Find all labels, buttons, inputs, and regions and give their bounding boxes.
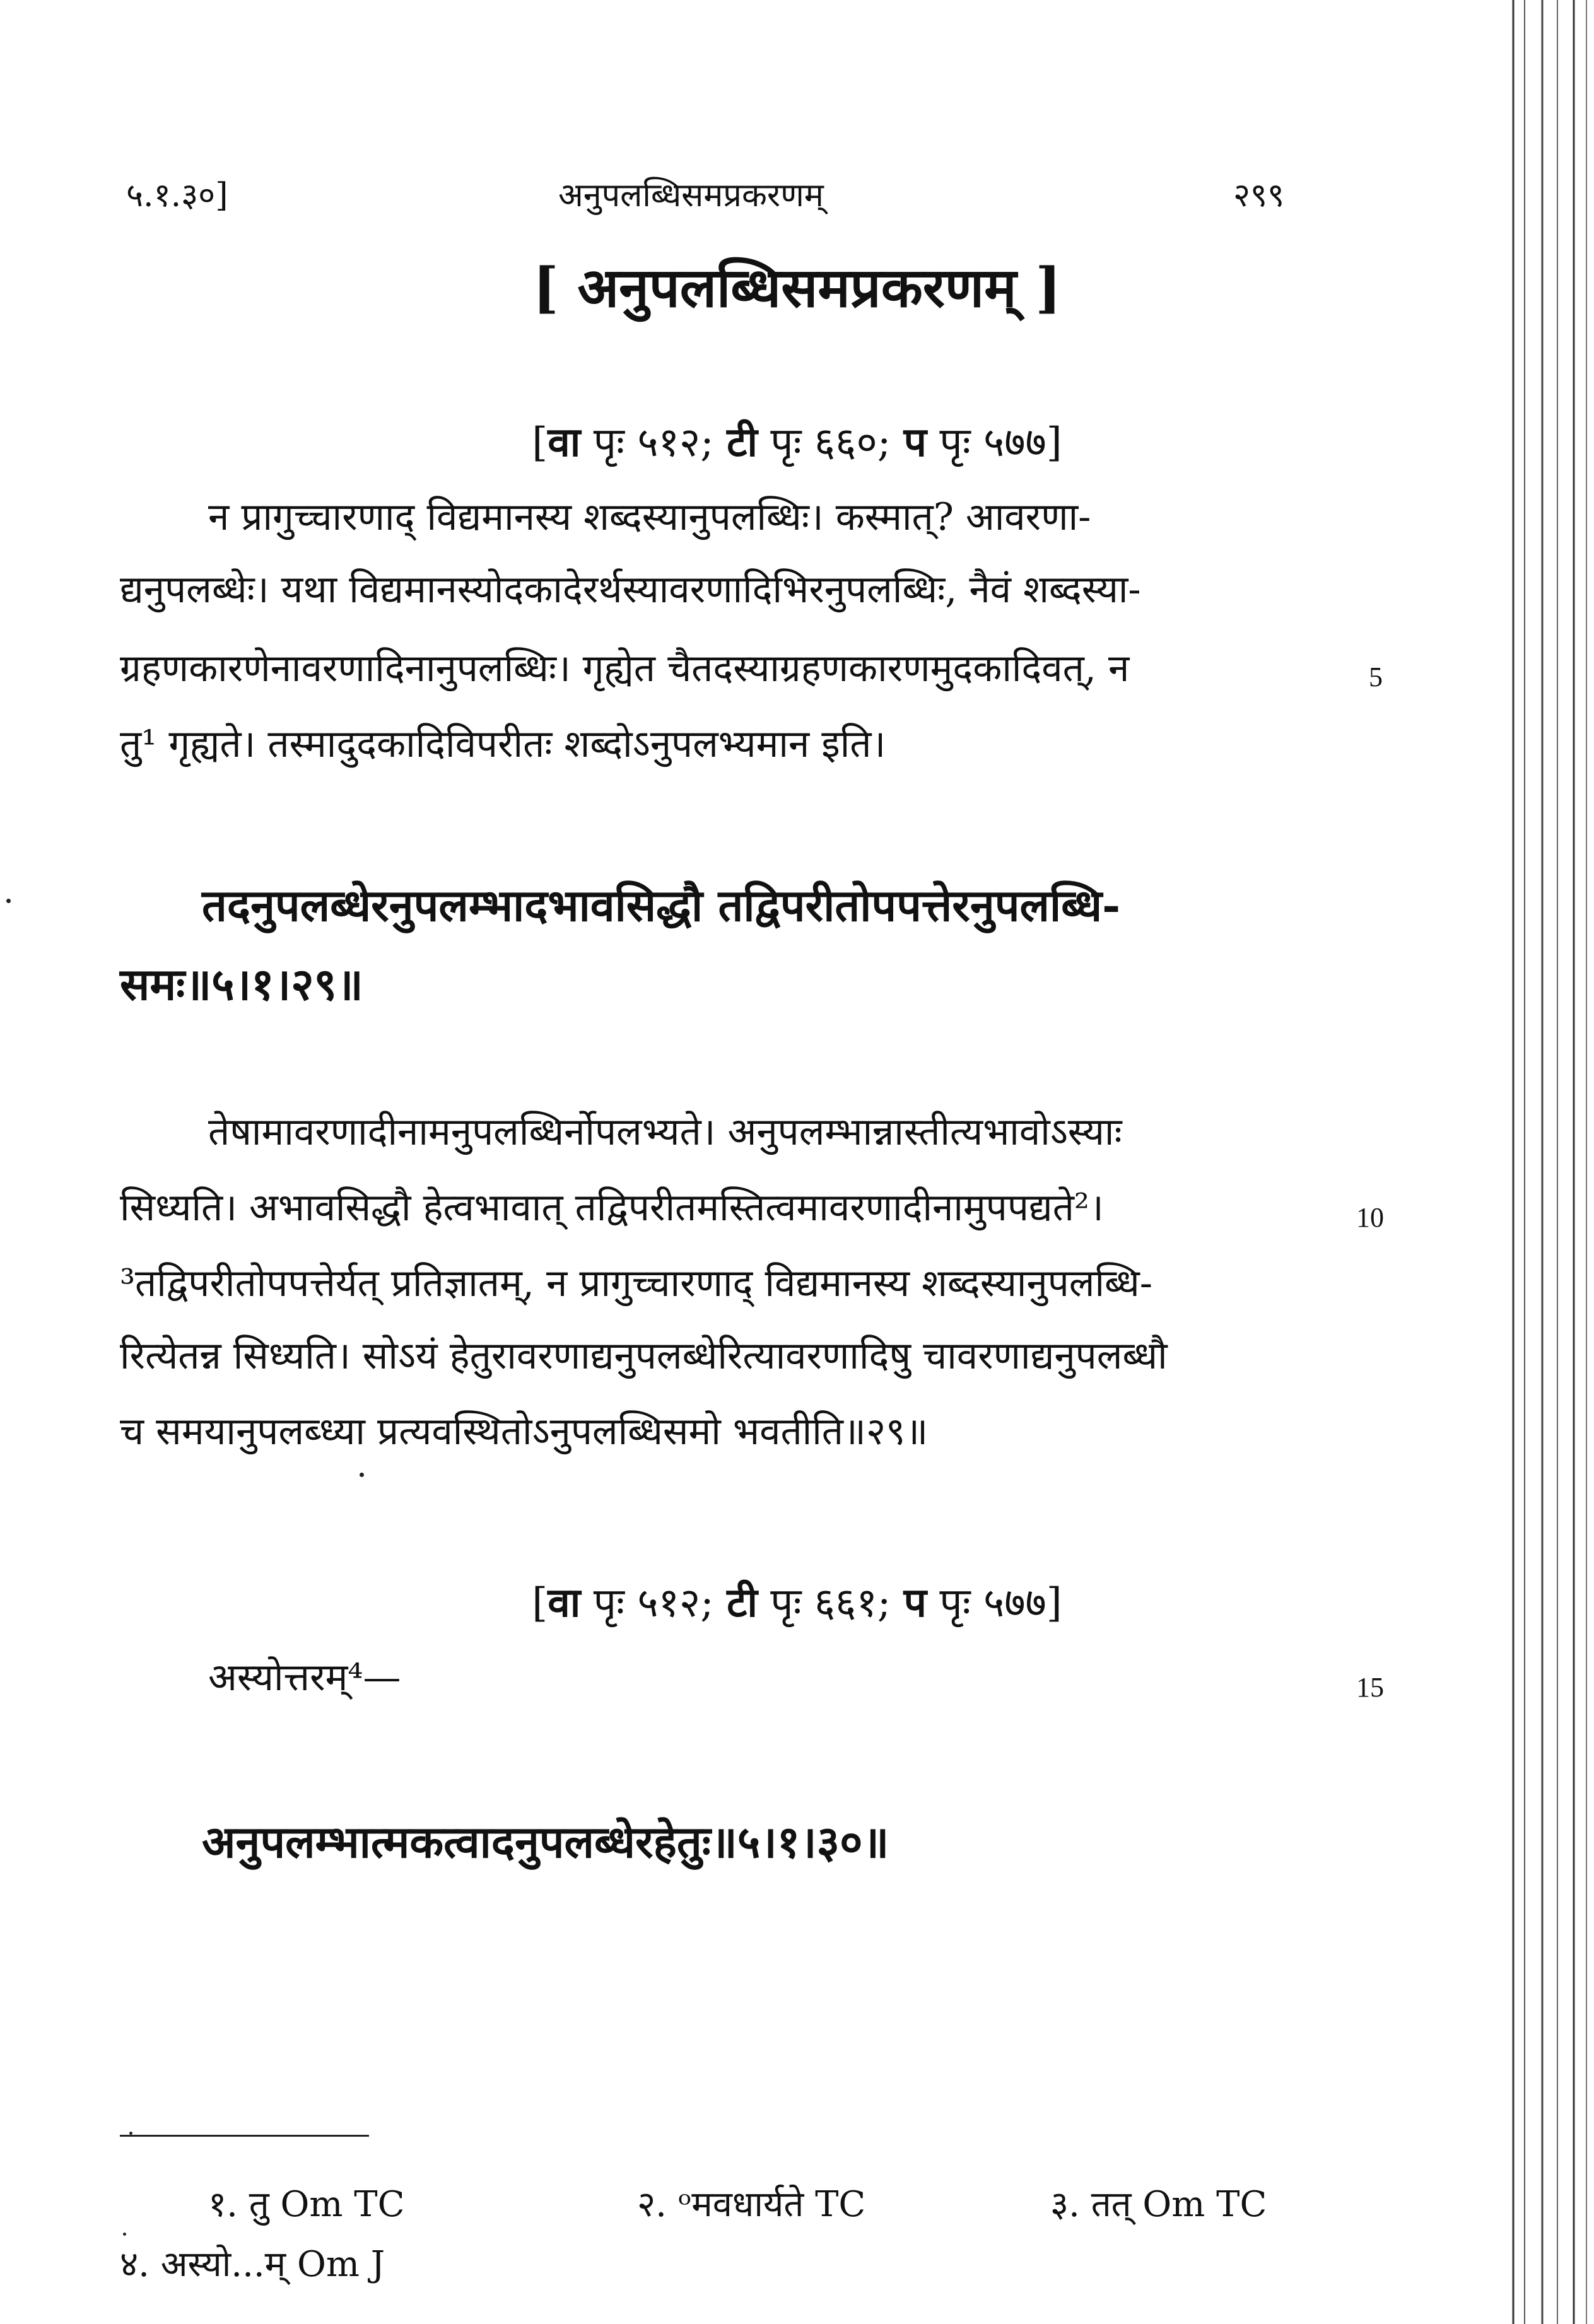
- ref-va: वा: [548, 1579, 581, 1626]
- stray-mark: [360, 1473, 364, 1477]
- sutra-30: अनुपलम्भात्मकत्वादनुपलब्धेरहेतुः॥५।१।३०॥: [202, 1816, 889, 1868]
- footnote-1: १. तु Om TC: [208, 2184, 405, 2225]
- page-edge-lines: [1499, 0, 1594, 2324]
- stray-mark: [123, 2233, 126, 2236]
- section-title: [ अनुपलब्धिसमप्रकरणम् ]: [532, 256, 1062, 320]
- ref-va: वा: [548, 419, 581, 466]
- ref-va-page: पृः ५१२;: [593, 1580, 714, 1626]
- ref-open: [: [532, 419, 548, 466]
- stray-mark: [6, 899, 11, 903]
- sutra-29-line-1: तदनुपलब्धेरनुपलम्भादभावसिद्धौ तद्विपरीतोपपत्तेरनुपलब्धि-: [202, 879, 1121, 931]
- running-header-center: अनुपलब्धिसमप्रकरणम्: [558, 177, 824, 214]
- text-line: ग्रहणकारणेनावरणादिनानुपलब्धिः। गृह्येत चैतदस्याग्रहणकारणमुदकादिवत्, न: [120, 646, 1130, 691]
- text-line: द्यनुपलब्धेः। यथा विद्यमानस्योदकादेरर्थस्यावरणादिभिरनुपलब्धिः, नैवं शब्दस्या-: [120, 568, 1141, 612]
- ref-va-page: पृः ५१२;: [593, 419, 714, 466]
- ref-pa-page: पृः ५७७]: [939, 419, 1062, 466]
- line-number-5: 5: [1369, 662, 1383, 692]
- text-line: च समयानुपलब्ध्या प्रत्यवस्थितोऽनुपलब्धिसमो भवतीति॥२९॥: [120, 1410, 929, 1454]
- line-number-10: 10: [1356, 1202, 1384, 1233]
- ref-pa-page: पृः ५७७]: [939, 1580, 1062, 1626]
- answer-intro: अस्योत्तरम्⁴—: [208, 1655, 401, 1700]
- ref-pa: प: [903, 1579, 927, 1626]
- text-line: तु¹ गृह्यते। तस्मादुदकादिविपरीतः शब्दोऽनुपलभ्यमान इति।: [120, 722, 886, 766]
- ref-ti: टी: [727, 1579, 758, 1626]
- line-number-15: 15: [1356, 1672, 1384, 1703]
- footnote-3: ३. तत् Om TC: [1050, 2184, 1267, 2225]
- footnote-rule: [120, 2135, 369, 2137]
- ref-ti-page: पृः ६६०;: [770, 419, 891, 466]
- ref-ti-page: पृः ६६१;: [770, 1580, 891, 1626]
- text-line: रित्येतन्न सिध्यति। सोऽयं हेतुरावरणाद्यनुपलब्धेरित्यावरणादिषु चावरणाद्यनुपलब्धौ: [120, 1334, 1168, 1378]
- text-line: सिध्यति। अभावसिद्धौ हेत्वभावात् तद्विपरीतमस्तित्वमावरणादीनामुपपद्यते²।: [120, 1186, 1104, 1230]
- footnote-2: २. ᵒमवधार्यते TC: [637, 2184, 866, 2225]
- text-line: न प्रागुच्चारणाद् विद्यमानस्य शब्दस्यानुपलब्धिः। कस्मात्? आवरणा-: [208, 495, 1091, 539]
- reference-line-1: [0, 413, 1594, 468]
- footnote-4: ४. अस्यो...म् Om J: [120, 2244, 385, 2285]
- text-line: ³तद्विपरीतोपपत्तेर्यत् प्रतिज्ञातम्, न प्रागुच्चारणाद् विद्यमानस्य शब्दस्यानुपलब्धि-: [120, 1261, 1153, 1305]
- ref-ti: टी: [727, 419, 758, 466]
- reference-line-2: [0, 1574, 1594, 1628]
- running-header-left: ५.१.३०]: [126, 177, 228, 214]
- ref-pa: प: [903, 419, 927, 466]
- text-line: तेषामावरणादीनामनुपलब्धिर्नोपलभ्यते। अनुपलम्भान्नास्तीत्यभावोऽस्याः: [208, 1110, 1122, 1154]
- ref-open: [: [532, 1580, 548, 1626]
- sutra-29-line-2: समः॥५।१।२९॥: [120, 958, 363, 1010]
- running-header-right: २९९: [1233, 177, 1285, 214]
